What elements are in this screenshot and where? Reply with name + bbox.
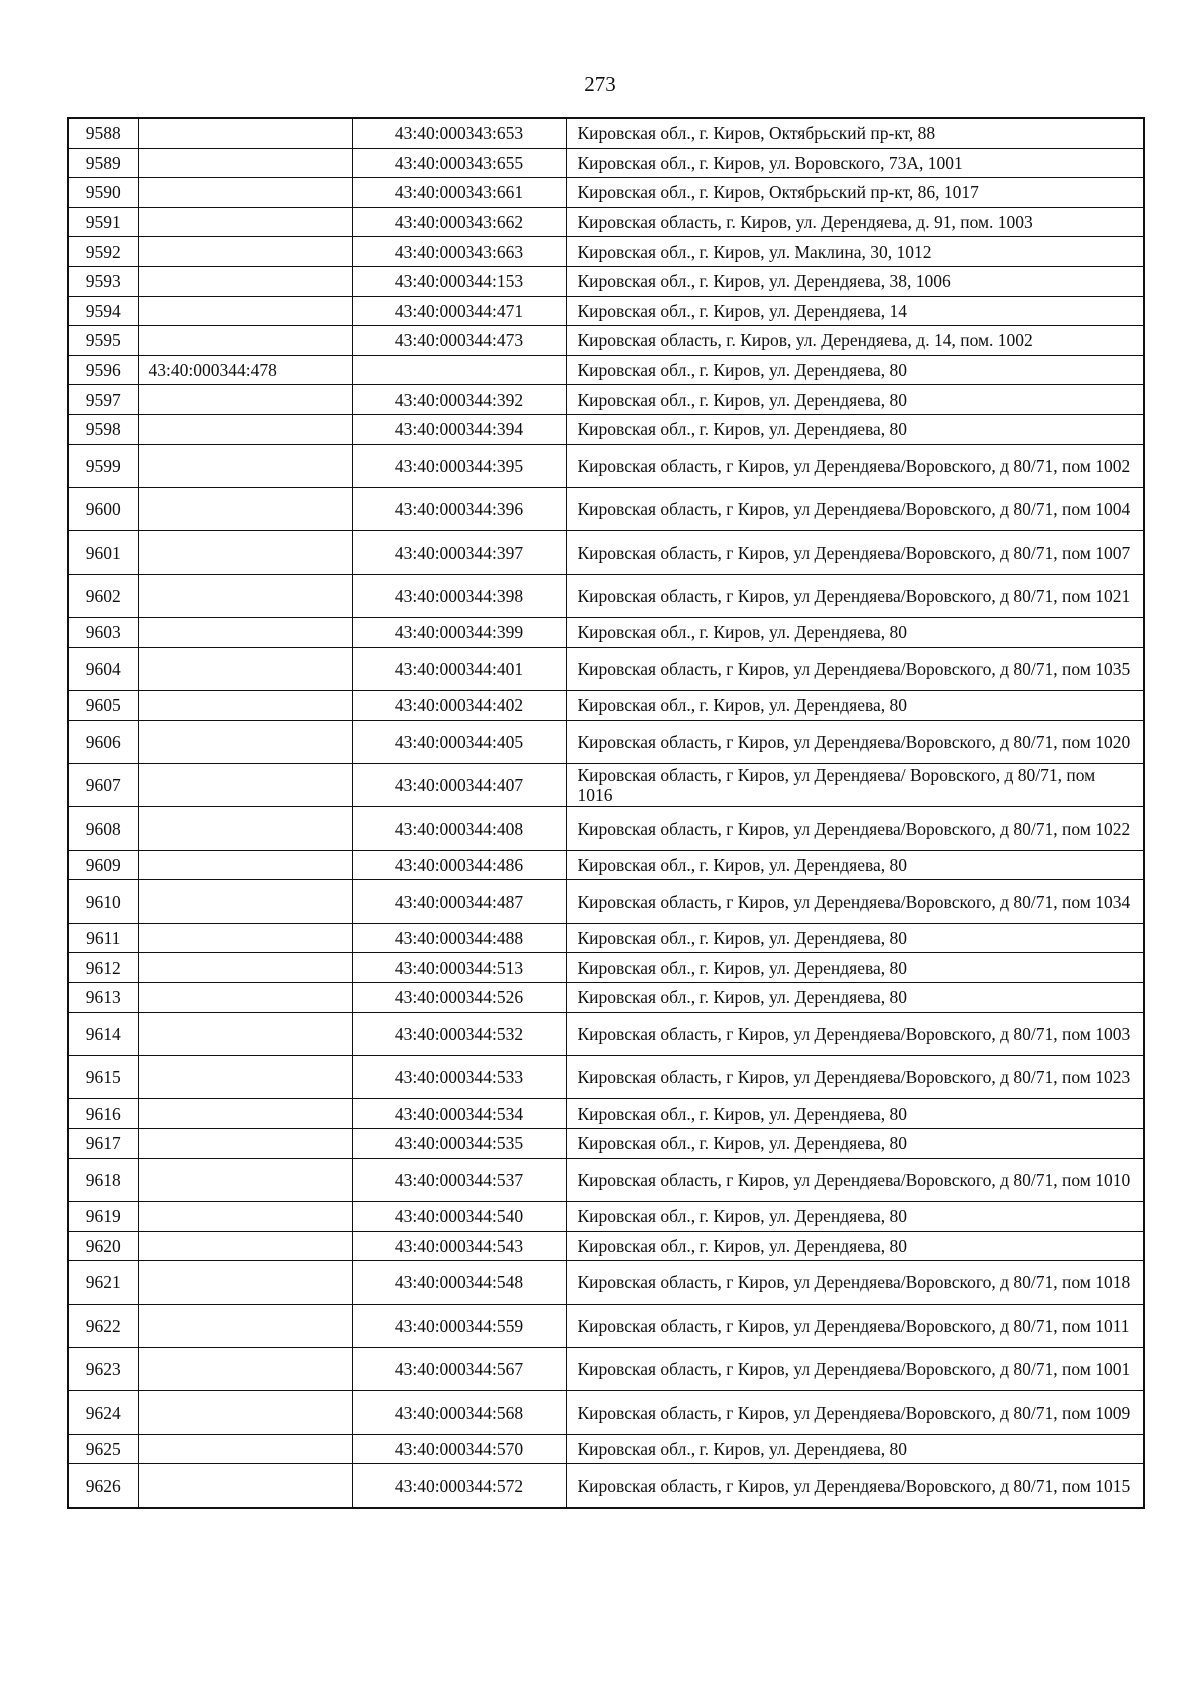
cadastral-number-cell — [138, 531, 352, 574]
cadastral-number-cell — [138, 118, 352, 148]
cadastral-number-cell — [138, 647, 352, 690]
cadastral-number-included-cell: 43:40:000344:405 — [352, 720, 566, 763]
cadastral-number-cell — [138, 1261, 352, 1304]
cadastral-number-cell — [138, 1056, 352, 1099]
row-number-cell: 9588 — [68, 118, 138, 148]
cadastral-number-included-cell: 43:40:000344:487 — [352, 880, 566, 923]
row-number-cell: 9608 — [68, 807, 138, 850]
cadastral-number-cell — [138, 1231, 352, 1261]
cadastral-number-cell — [138, 414, 352, 444]
table-row — [68, 807, 1144, 850]
table-row — [68, 1231, 1144, 1261]
address-cell: Кировская обл., г. Киров, ул. Маклина, 30, 1012 — [566, 237, 1144, 267]
address-cell: Кировская обл., г. Киров, Октябрьский пр-кт, 86, 1017 — [566, 178, 1144, 208]
cadastral-number-included-cell: 43:40:000344:567 — [352, 1347, 566, 1390]
cadastral-number-included-cell: 43:40:000344:486 — [352, 850, 566, 880]
table-row — [68, 1099, 1144, 1129]
table-row — [68, 1056, 1144, 1099]
cadastral-number-included-cell: 43:40:000344:526 — [352, 983, 566, 1013]
address-cell: Кировская обл., г. Киров, ул. Дерендяева, 80 — [566, 355, 1144, 385]
table-row — [68, 296, 1144, 326]
cadastral-number-cell — [138, 1158, 352, 1201]
address-cell: Кировская обл., г. Киров, ул. Дерендяева, 80 — [566, 1128, 1144, 1158]
table-row — [68, 618, 1144, 648]
table-row — [68, 531, 1144, 574]
cadastral-number-cell — [138, 850, 352, 880]
cadastral-number-included-cell: 43:40:000344:408 — [352, 807, 566, 850]
cadastral-number-cell — [138, 487, 352, 530]
row-number-cell: 9596 — [68, 355, 138, 385]
row-number-cell: 9607 — [68, 764, 138, 807]
cadastral-number-cell — [138, 1201, 352, 1231]
cadastral-number-included-cell: 43:40:000343:653 — [352, 118, 566, 148]
address-cell: Кировская обл., г. Киров, ул. Дерендяева, 80 — [566, 691, 1144, 721]
cadastral-number-cell — [138, 618, 352, 648]
row-number-cell: 9606 — [68, 720, 138, 763]
cadastral-number-cell — [138, 1464, 352, 1508]
cadastral-number-included-cell: 43:40:000344:513 — [352, 953, 566, 983]
cadastral-number-cell: 43:40:000344:478 — [138, 355, 352, 385]
table-row — [68, 1261, 1144, 1304]
cadastral-number-cell — [138, 178, 352, 208]
table-row — [68, 1434, 1144, 1464]
cadastral-number-included-cell: 43:40:000344:572 — [352, 1464, 566, 1508]
address-cell: Кировская область, г Киров, ул Дерендяева/Воровского, д 80/71, пом 1011 — [566, 1304, 1144, 1347]
table-row — [68, 647, 1144, 690]
row-number-cell: 9597 — [68, 385, 138, 415]
cadastral-number-included-cell: 43:40:000344:399 — [352, 618, 566, 648]
cadastral-number-cell — [138, 1347, 352, 1390]
cadastral-number-included-cell: 43:40:000344:570 — [352, 1434, 566, 1464]
row-number-cell: 9590 — [68, 178, 138, 208]
address-cell: Кировская область, г Киров, ул Дерендяева/Воровского, д 80/71, пом 1021 — [566, 574, 1144, 617]
cadastral-number-cell — [138, 1434, 352, 1464]
table-row — [68, 237, 1144, 267]
row-number-cell: 9619 — [68, 1201, 138, 1231]
table-row — [68, 1158, 1144, 1201]
address-cell: Кировская область, г Киров, ул Дерендяева/Воровского, д 80/71, пом 1003 — [566, 1012, 1144, 1055]
row-number-cell: 9610 — [68, 880, 138, 923]
row-number-cell: 9603 — [68, 618, 138, 648]
cadastral-number-included-cell: 43:40:000344:407 — [352, 764, 566, 807]
cadastral-number-included-cell: 43:40:000344:395 — [352, 444, 566, 487]
cadastral-number-included-cell: 43:40:000343:661 — [352, 178, 566, 208]
table-row — [68, 1012, 1144, 1055]
address-cell: Кировская обл., г. Киров, ул. Дерендяева, 80 — [566, 414, 1144, 444]
address-cell: Кировская обл., г. Киров, ул. Дерендяева, 80 — [566, 1231, 1144, 1261]
address-cell: Кировская обл., г. Киров, ул. Дерендяева, 80 — [566, 385, 1144, 415]
cadastral-number-included-cell — [352, 355, 566, 385]
cadastral-number-cell — [138, 1012, 352, 1055]
cadastral-number-included-cell: 43:40:000344:568 — [352, 1391, 566, 1434]
cadastral-number-cell — [138, 1099, 352, 1129]
row-number-cell: 9601 — [68, 531, 138, 574]
page-number: 273 — [584, 72, 616, 96]
cadastral-number-included-cell: 43:40:000344:402 — [352, 691, 566, 721]
row-number-cell: 9622 — [68, 1304, 138, 1347]
row-number-cell: 9602 — [68, 574, 138, 617]
table-row — [68, 487, 1144, 530]
address-cell: Кировская область, г. Киров, ул. Дерендяева, д. 91, пом. 1003 — [566, 207, 1144, 237]
row-number-cell: 9614 — [68, 1012, 138, 1055]
address-cell: Кировская обл., г. Киров, ул. Дерендяева, 80 — [566, 983, 1144, 1013]
cadastral-number-included-cell: 43:40:000344:392 — [352, 385, 566, 415]
table-row — [68, 1304, 1144, 1347]
address-cell: Кировская область, г Киров, ул Дерендяева/Воровского, д 80/71, пом 1015 — [566, 1464, 1144, 1508]
address-cell: Кировская область, г. Киров, ул. Дерендяева, д. 14, пом. 1002 — [566, 326, 1144, 356]
cadastral-number-cell — [138, 953, 352, 983]
cadastral-number-included-cell: 43:40:000344:548 — [352, 1261, 566, 1304]
address-cell: Кировская обл., г. Киров, ул. Дерендяева, 80 — [566, 618, 1144, 648]
cadastral-number-included-cell: 43:40:000344:543 — [352, 1231, 566, 1261]
cadastral-number-included-cell: 43:40:000344:397 — [352, 531, 566, 574]
cadastral-number-cell — [138, 923, 352, 953]
table-row — [68, 266, 1144, 296]
cadastral-number-cell — [138, 1391, 352, 1434]
address-cell: Кировская область, г Киров, ул Дерендяева/Воровского, д 80/71, пом 1018 — [566, 1261, 1144, 1304]
address-cell: Кировская область, г Киров, ул Дерендяева/Воровского, д 80/71, пом 1023 — [566, 1056, 1144, 1099]
address-cell: Кировская область, г Киров, ул Дерендяева/Воровского, д 80/71, пом 1034 — [566, 880, 1144, 923]
table-row — [68, 118, 1144, 148]
registry-table — [67, 117, 1145, 1509]
row-number-cell: 9612 — [68, 953, 138, 983]
cadastral-number-included-cell: 43:40:000344:534 — [352, 1099, 566, 1129]
table-row — [68, 178, 1144, 208]
cadastral-number-cell — [138, 1304, 352, 1347]
table-row — [68, 207, 1144, 237]
row-number-cell: 9604 — [68, 647, 138, 690]
cadastral-number-included-cell: 43:40:000344:532 — [352, 1012, 566, 1055]
cadastral-number-included-cell: 43:40:000344:396 — [352, 487, 566, 530]
address-cell: Кировская область, г Киров, ул Дерендяева/ Воровского, д 80/71, пом 1016 — [566, 764, 1144, 807]
cadastral-number-cell — [138, 266, 352, 296]
cadastral-number-cell — [138, 807, 352, 850]
address-cell: Кировская область, г Киров, ул Дерендяева/Воровского, д 80/71, пом 1020 — [566, 720, 1144, 763]
row-number-cell: 9600 — [68, 487, 138, 530]
cadastral-number-included-cell: 43:40:000344:471 — [352, 296, 566, 326]
address-cell: Кировская обл., г. Киров, ул. Воровского, 73А, 1001 — [566, 148, 1144, 178]
address-cell: Кировская область, г Киров, ул Дерендяева/Воровского, д 80/71, пом 1010 — [566, 1158, 1144, 1201]
address-cell: Кировская область, г Киров, ул Дерендяева/Воровского, д 80/71, пом 1009 — [566, 1391, 1144, 1434]
table-row — [68, 1128, 1144, 1158]
cadastral-number-cell — [138, 326, 352, 356]
table-row — [68, 1464, 1144, 1508]
cadastral-number-included-cell: 43:40:000344:535 — [352, 1128, 566, 1158]
row-number-cell: 9593 — [68, 266, 138, 296]
row-number-cell: 9624 — [68, 1391, 138, 1434]
row-number-cell: 9591 — [68, 207, 138, 237]
table-row — [68, 1347, 1144, 1390]
address-cell: Кировская обл., г. Киров, ул. Дерендяева, 38, 1006 — [566, 266, 1144, 296]
cadastral-number-cell — [138, 148, 352, 178]
table-row — [68, 574, 1144, 617]
cadastral-number-included-cell: 43:40:000344:559 — [352, 1304, 566, 1347]
row-number-cell: 9594 — [68, 296, 138, 326]
cadastral-number-cell — [138, 720, 352, 763]
cadastral-number-included-cell: 43:40:000344:398 — [352, 574, 566, 617]
address-cell: Кировская обл., г. Киров, Октябрьский пр-кт, 88 — [566, 118, 1144, 148]
row-number-cell: 9618 — [68, 1158, 138, 1201]
table-row — [68, 414, 1144, 444]
cadastral-number-cell — [138, 385, 352, 415]
table-row — [68, 850, 1144, 880]
address-cell: Кировская область, г Киров, ул Дерендяева/Воровского, д 80/71, пом 1022 — [566, 807, 1144, 850]
cadastral-number-included-cell: 43:40:000343:662 — [352, 207, 566, 237]
row-number-cell: 9599 — [68, 444, 138, 487]
table-row — [68, 764, 1144, 807]
address-cell: Кировская обл., г. Киров, ул. Дерендяева, 80 — [566, 1099, 1144, 1129]
table-row — [68, 691, 1144, 721]
row-number-cell: 9589 — [68, 148, 138, 178]
table-row — [68, 983, 1144, 1013]
row-number-cell: 9626 — [68, 1464, 138, 1508]
table-row — [68, 148, 1144, 178]
row-number-cell: 9595 — [68, 326, 138, 356]
cadastral-number-cell — [138, 296, 352, 326]
table-row — [68, 720, 1144, 763]
table-row — [68, 953, 1144, 983]
row-number-cell: 9623 — [68, 1347, 138, 1390]
row-number-cell: 9617 — [68, 1128, 138, 1158]
cadastral-number-cell — [138, 574, 352, 617]
address-cell: Кировская область, г Киров, ул Дерендяева/Воровского, д 80/71, пом 1007 — [566, 531, 1144, 574]
row-number-cell: 9625 — [68, 1434, 138, 1464]
address-cell: Кировская обл., г. Киров, ул. Дерендяева, 80 — [566, 850, 1144, 880]
address-cell: Кировская область, г Киров, ул Дерендяева/Воровского, д 80/71, пом 1002 — [566, 444, 1144, 487]
row-number-cell: 9616 — [68, 1099, 138, 1129]
cadastral-number-cell — [138, 691, 352, 721]
address-cell: Кировская обл., г. Киров, ул. Дерендяева, 80 — [566, 923, 1144, 953]
cadastral-number-included-cell: 43:40:000343:655 — [352, 148, 566, 178]
cadastral-number-cell — [138, 237, 352, 267]
cadastral-number-cell — [138, 207, 352, 237]
cadastral-number-cell — [138, 1128, 352, 1158]
table-row — [68, 880, 1144, 923]
row-number-cell: 9613 — [68, 983, 138, 1013]
row-number-cell: 9598 — [68, 414, 138, 444]
address-cell: Кировская обл., г. Киров, ул. Дерендяева, 80 — [566, 953, 1144, 983]
cadastral-number-cell — [138, 764, 352, 807]
row-number-cell: 9611 — [68, 923, 138, 953]
table-row — [68, 355, 1144, 385]
cadastral-number-included-cell: 43:40:000344:153 — [352, 266, 566, 296]
address-cell: Кировская обл., г. Киров, ул. Дерендяева, 80 — [566, 1201, 1144, 1231]
cadastral-number-included-cell: 43:40:000344:401 — [352, 647, 566, 690]
cadastral-number-included-cell: 43:40:000344:537 — [352, 1158, 566, 1201]
cadastral-number-included-cell: 43:40:000344:540 — [352, 1201, 566, 1231]
table-row — [68, 444, 1144, 487]
cadastral-number-cell — [138, 444, 352, 487]
row-number-cell: 9615 — [68, 1056, 138, 1099]
table-row — [68, 923, 1144, 953]
address-cell: Кировская обл., г. Киров, ул. Дерендяева, 80 — [566, 1434, 1144, 1464]
cadastral-number-included-cell: 43:40:000344:533 — [352, 1056, 566, 1099]
address-cell: Кировская обл., г. Киров, ул. Дерендяева, 14 — [566, 296, 1144, 326]
address-cell: Кировская область, г Киров, ул Дерендяева/Воровского, д 80/71, пом 1001 — [566, 1347, 1144, 1390]
cadastral-number-cell — [138, 983, 352, 1013]
cadastral-number-included-cell: 43:40:000343:663 — [352, 237, 566, 267]
registry-table-body — [68, 118, 1144, 1508]
cadastral-number-cell — [138, 880, 352, 923]
row-number-cell: 9609 — [68, 850, 138, 880]
row-number-cell: 9592 — [68, 237, 138, 267]
row-number-cell: 9621 — [68, 1261, 138, 1304]
table-row — [68, 385, 1144, 415]
address-cell: Кировская область, г Киров, ул Дерендяева/Воровского, д 80/71, пом 1035 — [566, 647, 1144, 690]
table-row — [68, 326, 1144, 356]
address-cell: Кировская область, г Киров, ул Дерендяева/Воровского, д 80/71, пом 1004 — [566, 487, 1144, 530]
cadastral-number-included-cell: 43:40:000344:488 — [352, 923, 566, 953]
row-number-cell: 9605 — [68, 691, 138, 721]
table-row — [68, 1201, 1144, 1231]
table-row — [68, 1391, 1144, 1434]
row-number-cell: 9620 — [68, 1231, 138, 1261]
cadastral-number-included-cell: 43:40:000344:473 — [352, 326, 566, 356]
cadastral-number-included-cell: 43:40:000344:394 — [352, 414, 566, 444]
